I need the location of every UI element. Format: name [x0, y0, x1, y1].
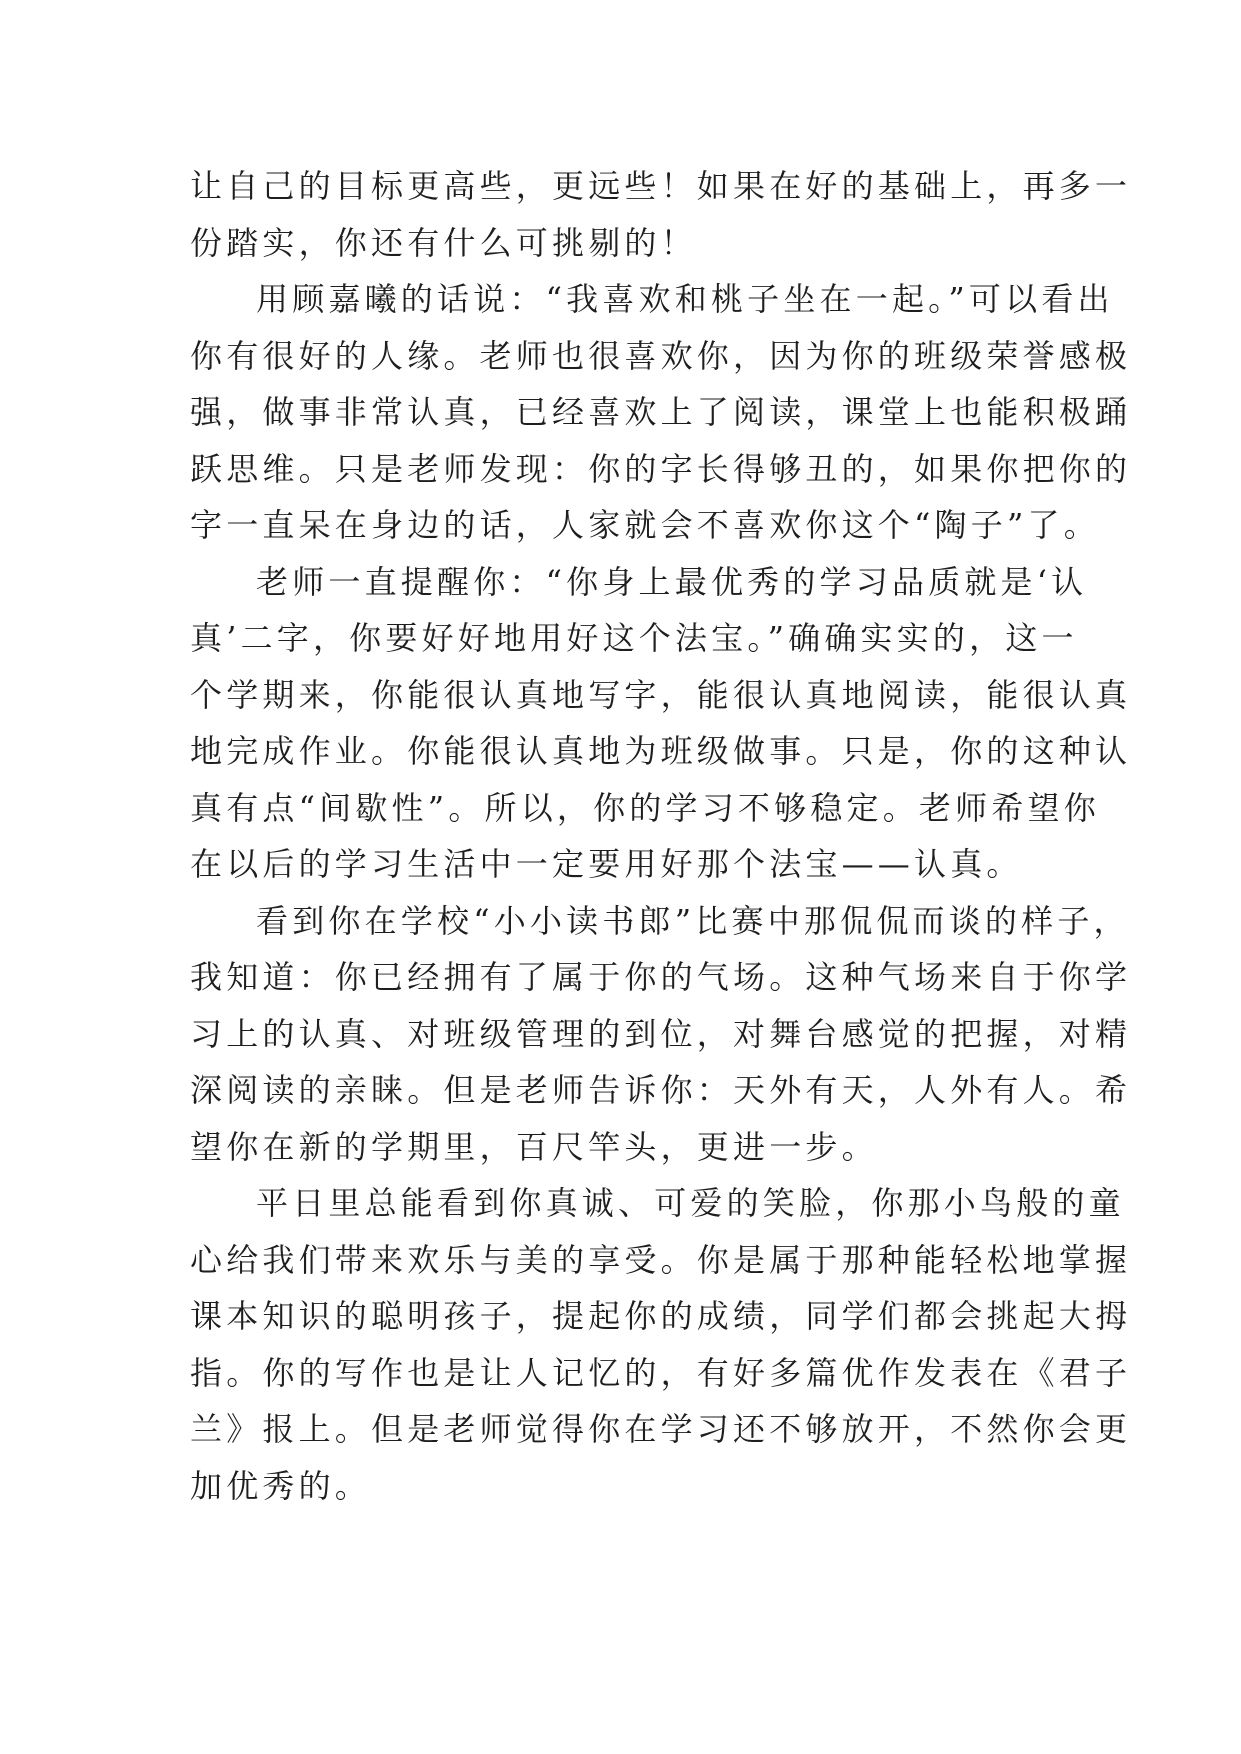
text-line: 地完成作业。你能很认真地为班级做事。只是，你的这种认: [190, 732, 1132, 770]
text-line: 份踏实，你还有什么可挑剔的！: [190, 223, 697, 262]
text-line: 深阅读的亲睐。但是老师告诉你：天外有天，人外有人。希: [190, 1071, 1132, 1109]
text-line: 你有很好的人缘。老师也很喜欢你，因为你的班级荣誉感极: [190, 336, 1132, 375]
text-line: 望你在新的学期里，百尺竿头，更进一步。: [190, 1127, 878, 1166]
paragraph-1: [190, 158, 1132, 271]
paragraph-5: [190, 1175, 1132, 1514]
text-line: 课本知识的聪明孩子，提起你的成绩，同学们都会挑起大拇: [190, 1297, 1132, 1335]
text-line: 平日里总能看到你真诚、可爱的笑脸，你那小鸟般的童: [256, 1184, 1125, 1222]
text-line: 让自己的目标更高些，更远些！如果在好的基础上，再多一: [190, 167, 1132, 205]
paragraph-4: [190, 893, 1132, 1176]
text-line: 我知道：你已经拥有了属于你的气场。这种气场来自于你学: [190, 958, 1132, 996]
text-line: 习上的认真、对班级管理的到位，对舞台感觉的把握，对精: [190, 1014, 1132, 1053]
text-line: 老师一直提醒你：“你身上最优秀的学习品质就是‘认: [256, 562, 1088, 601]
text-line: 兰》报上。但是老师觉得你在学习还不够放开，不然你会更: [190, 1410, 1132, 1448]
text-line: 指。你的写作也是让人记忆的，有好多篇优作发表在《君子: [190, 1353, 1132, 1392]
text-line: 加优秀的。: [190, 1466, 372, 1505]
text-line: 字一直呆在身边的话，人家就会不喜欢你这个“陶子”了。: [190, 506, 1100, 544]
text-line: 个学期来，你能很认真地写字，能很认真地阅读，能很认真: [190, 675, 1132, 714]
text-line: 跃思维。只是老师发现：你的字长得够丑的，如果你把你的: [190, 449, 1132, 488]
text-line: 在以后的学习生活中一定要用好那个法宝——认真。: [190, 845, 1023, 883]
text-line: 真’二字，你要好好地用好这个法宝。”确确实实的，这一: [190, 619, 1078, 657]
text-line: 心给我们带来欢乐与美的享受。你是属于那种能轻松地掌握: [190, 1240, 1132, 1279]
text-line: 看到你在学校“小小读书郎”比赛中那侃侃而谈的样子，: [256, 901, 1130, 940]
document-body: [190, 158, 1132, 1514]
paragraph-3: [190, 554, 1132, 893]
text-line: 强，做事非常认真，已经喜欢上了阅读，课堂上也能积极踊: [190, 393, 1132, 431]
text-line: 用顾嘉曦的话说：“我喜欢和桃子坐在一起。”可以看出: [256, 280, 1114, 318]
paragraph-2: [190, 271, 1132, 554]
text-line: 真有点“间歇性”。所以，你的学习不够稳定。老师希望你: [190, 788, 1100, 827]
